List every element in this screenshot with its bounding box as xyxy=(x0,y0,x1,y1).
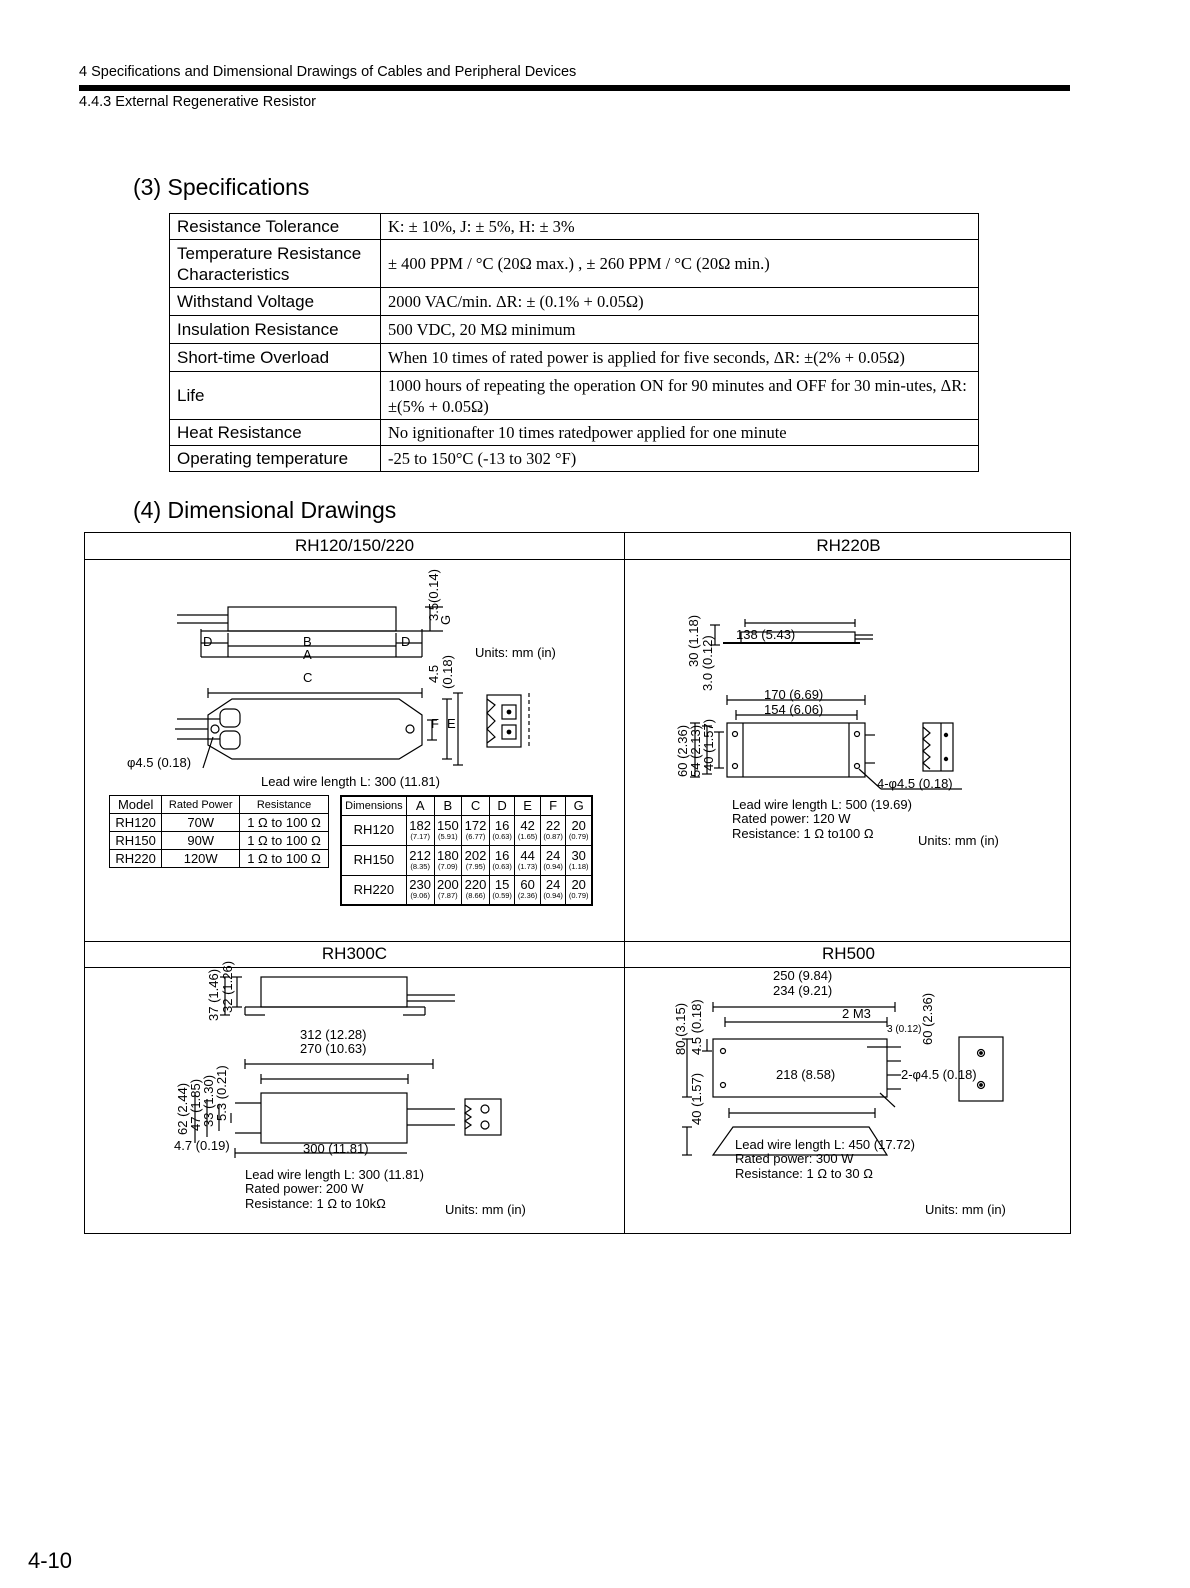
rh120-dimension-table xyxy=(340,795,593,906)
rh220b-dim-3: 3.0 (0.12) xyxy=(700,635,715,691)
drawings-grid xyxy=(84,532,1071,1234)
spec-key: Short-time Overload xyxy=(170,344,381,372)
spec-row xyxy=(170,316,979,344)
rh300c-dim-5: 5.3 (0.21) xyxy=(214,1065,229,1121)
spec-row xyxy=(170,344,979,372)
power-cell: 120W xyxy=(162,850,240,868)
resistance-cell: 1 Ω to 100 Ω xyxy=(240,814,329,832)
dim-cell: 20 (0.79) xyxy=(566,875,592,905)
spec-row xyxy=(170,214,979,240)
dim-header-c: C xyxy=(462,796,490,815)
rh500-m3-label: 2 M3 xyxy=(842,1006,871,1021)
rh300c-dim-62: 62 (2.44) xyxy=(175,1082,190,1135)
rh120-title: RH120/150/220 xyxy=(294,536,415,555)
rh300c-dim-270: 270 (10.63) xyxy=(300,1041,367,1056)
rh120-lead-length: Lead wire length L: 300 (11.81) xyxy=(261,774,440,789)
model-cell: RH220 xyxy=(110,850,162,868)
dim-label-b: B xyxy=(303,634,312,649)
dim-cell: 20 (0.79) xyxy=(566,815,592,845)
chapter-header: 4 Specifications and Dimensional Drawings of Cables and Peripheral Devices xyxy=(79,64,577,80)
dim-label-g: G xyxy=(438,614,453,625)
dim-header-e: E xyxy=(515,796,541,815)
rh220b-dim-40: 40 (1.57) xyxy=(701,718,716,771)
model-cell: RH150 xyxy=(110,832,162,850)
dim-cell: 220 (8.66) xyxy=(462,875,490,905)
dim-header-a: A xyxy=(406,796,434,815)
dimensions-header: Dimensions xyxy=(341,796,406,815)
dim-label-h-inch: (0.18) xyxy=(440,655,455,689)
spec-value: When 10 times of rated power is applied for five seconds, ΔR: ±(2% + 0.05Ω) xyxy=(381,344,979,372)
rh300c-dim-300: 300 (11.81) xyxy=(303,1141,369,1156)
dim-cell: 16 (0.63) xyxy=(489,815,515,845)
rh500-dim-40: 40 (1.57) xyxy=(689,1072,704,1125)
spec-row xyxy=(170,240,979,288)
spec-row xyxy=(170,372,979,420)
rh500-dim-234: 234 (9.21) xyxy=(773,983,833,998)
model-cell: RH120 xyxy=(110,814,162,832)
dim-cell: 182 (7.17) xyxy=(406,815,434,845)
rh300c-dim-47: 47 (1.85) xyxy=(188,1078,203,1131)
spec-key: Insulation Resistance xyxy=(170,316,381,344)
spec-value: 1000 hours of repeating the operation ON for 90 minutes and OFF for 30 min-utes, ΔR: ±(5% + 0.05Ω) xyxy=(381,372,979,420)
dim-model: RH220 xyxy=(341,875,406,905)
rh500-dim-80: 80 (3.15) xyxy=(673,1002,688,1055)
dim-cell: 24 (0.94) xyxy=(540,875,566,905)
rh300c-units: Units: mm (in) xyxy=(445,1202,526,1217)
rh220b-holes: 4-φ4.5 (0.18) xyxy=(877,776,953,791)
spec-row xyxy=(170,446,979,472)
dim-cell: 230 (9.06) xyxy=(406,875,434,905)
dim-cell: 30 (1.18) xyxy=(566,845,592,875)
rh500-dim-3: 3 (0.12) xyxy=(887,1024,922,1035)
dim-label-a: A xyxy=(303,647,312,662)
dimensional-drawings-heading: (4) Dimensional Drawings xyxy=(133,497,397,523)
spec-row xyxy=(170,288,979,316)
dim-label-h-value: 4.5 xyxy=(426,664,441,683)
rh300c-dim-312: 312 (12.28) xyxy=(300,1027,367,1042)
spec-key: Life xyxy=(170,372,381,420)
dim-model: RH150 xyxy=(341,845,406,875)
rh220b-dim-54: 54 (2.13) xyxy=(688,724,703,777)
dim-cell: 15 (0.59) xyxy=(489,875,515,905)
rh500-dim-218: 218 (8.58) xyxy=(776,1067,836,1082)
grid-divider xyxy=(85,941,1070,942)
spec-key: Heat Resistance xyxy=(170,420,381,446)
dim-cell: 200 (7.87) xyxy=(434,875,462,905)
specifications-heading: (3) Specifications xyxy=(133,174,310,200)
dim-label-e: E xyxy=(447,716,456,731)
rh300c-dim-37: 37 (1.46) xyxy=(206,968,221,1021)
rh300c-lead-length: Lead wire length L: 300 (11.81) xyxy=(245,1167,424,1182)
rh500-title: RH500 xyxy=(822,944,875,963)
dim-label-c: C xyxy=(303,670,313,685)
dim-header-g: G xyxy=(566,796,592,815)
dim-model: RH120 xyxy=(341,815,406,845)
rh120-model-table xyxy=(109,795,329,868)
rh500-holes: 2-φ4.5 (0.18) xyxy=(901,1067,977,1082)
resistance-cell: 1 Ω to 100 Ω xyxy=(240,832,329,850)
rh500-dim-250: 250 (9.84) xyxy=(773,968,833,983)
dim-header-d: D xyxy=(489,796,515,815)
rh500-resistance: Resistance: 1 Ω to 30 Ω xyxy=(735,1166,873,1181)
rh220b-dim-154: 154 (6.06) xyxy=(764,702,824,717)
spec-value: 2000 VAC/min. ΔR: ± (0.1% + 0.05Ω) xyxy=(381,288,979,316)
dim-cell: 202 (7.95) xyxy=(462,845,490,875)
spec-key: Operating temperature xyxy=(170,446,381,472)
rh300c-rated-power: Rated power: 200 W xyxy=(245,1181,364,1196)
model-header: Model xyxy=(110,796,162,814)
dim-cell: 150 (5.91) xyxy=(434,815,462,845)
spec-value: ± 400 PPM / °C (20Ω max.) , ± 260 PPM / °C (20Ω min.) xyxy=(381,240,979,288)
dim-cell: 172 (6.77) xyxy=(462,815,490,845)
header-rule xyxy=(79,85,1070,91)
rh220b-dim-170: 170 (6.69) xyxy=(764,687,824,702)
spec-value: 500 VDC, 20 MΩ minimum xyxy=(381,316,979,344)
dim-label-g-inch: (0.14) xyxy=(426,569,441,603)
rh220b-dim-60: 60 (2.36) xyxy=(675,724,690,777)
rh500-dim-4-5: 4.5 (0.18) xyxy=(689,999,704,1055)
dim-label-g-value: 3.5 xyxy=(426,602,441,621)
rh300c-dim-32: 32 (1.26) xyxy=(220,960,235,1013)
dim-cell: 180 (7.09) xyxy=(434,845,462,875)
dim-header-b: B xyxy=(434,796,462,815)
rh500-rated-power: Rated power: 300 W xyxy=(735,1151,854,1166)
rh300c-resistance: Resistance: 1 Ω to 10kΩ xyxy=(245,1196,386,1211)
rh220b-title: RH220B xyxy=(816,536,881,555)
spec-value: -25 to 150°C (-13 to 302 °F) xyxy=(381,446,979,472)
section-header: 4.4.3 External Regenerative Resistor xyxy=(79,94,316,110)
rh220b-dim-138: 138 (5.43) xyxy=(736,627,796,642)
rh300c-dim-4-7: 4.7 (0.19) xyxy=(174,1138,230,1153)
rh220b-rated-power: Rated power: 120 W xyxy=(732,811,851,826)
dim-label-d-left: D xyxy=(203,634,213,649)
spec-row xyxy=(170,420,979,446)
rated-power-header: Rated Power xyxy=(162,796,240,814)
dim-label-f: F xyxy=(431,716,439,731)
dim-cell: 212 (8.35) xyxy=(406,845,434,875)
dim-cell: 60 (2.36) xyxy=(515,875,541,905)
rh500-lead-length: Lead wire length L: 450 (17.72) xyxy=(735,1137,915,1152)
power-cell: 70W xyxy=(162,814,240,832)
specifications-table xyxy=(169,213,979,472)
power-cell: 90W xyxy=(162,832,240,850)
rh220b-dim-30: 30 (1.18) xyxy=(686,614,701,667)
spec-key: Resistance Tolerance xyxy=(170,214,381,240)
resistance-header: Resistance xyxy=(240,796,329,814)
spec-key: Withstand Voltage xyxy=(170,288,381,316)
dim-label-d-right: D xyxy=(401,634,411,649)
dim-cell: 44 (1.73) xyxy=(515,845,541,875)
resistance-cell: 1 Ω to 100 Ω xyxy=(240,850,329,868)
rh500-dim-60: 60 (2.36) xyxy=(920,992,935,1045)
rh220b-lead-length: Lead wire length L: 500 (19.69) xyxy=(732,797,912,812)
rh220b-units: Units: mm (in) xyxy=(918,833,999,848)
page-number: 4-10 xyxy=(28,1548,73,1573)
dim-cell: 42 (1.65) xyxy=(515,815,541,845)
rh300c-dim-33: 33 (1.30) xyxy=(201,1074,216,1127)
rh220b-resistance: Resistance: 1 Ω to100 Ω xyxy=(732,826,874,841)
rh300c-title: RH300C xyxy=(321,944,388,963)
spec-value: K: ± 10%, J: ± 5%, H: ± 3% xyxy=(381,214,979,240)
dim-header-f: F xyxy=(540,796,566,815)
dim-cell: 24 (0.94) xyxy=(540,845,566,875)
rh500-units: Units: mm (in) xyxy=(925,1202,1006,1217)
spec-key: Temperature Resistance Characteristics xyxy=(170,240,381,288)
rh120-hole-label: φ4.5 (0.18) xyxy=(127,755,192,770)
dim-cell: 16 (0.63) xyxy=(489,845,515,875)
spec-value: No ignitionafter 10 times ratedpower applied for one minute xyxy=(381,420,979,446)
dim-cell: 22 (0.87) xyxy=(540,815,566,845)
rh120-units: Units: mm (in) xyxy=(475,645,556,660)
